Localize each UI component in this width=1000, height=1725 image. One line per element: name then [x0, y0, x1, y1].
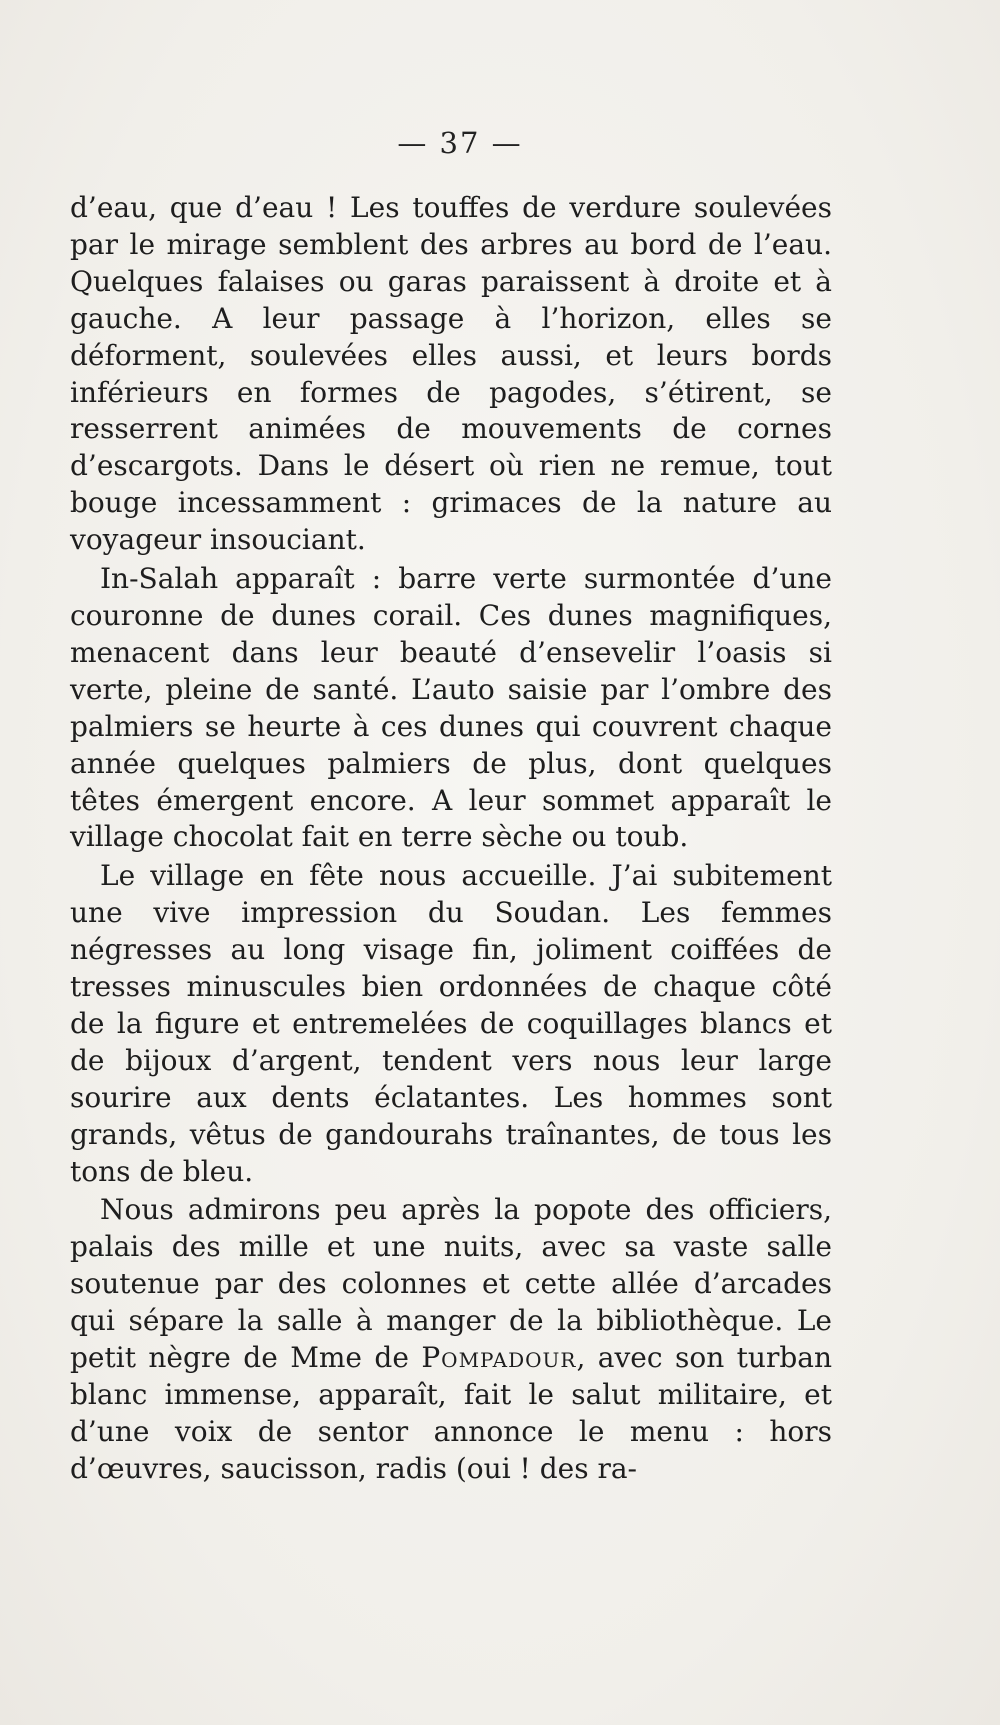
paragraph-4-text-after: , avec son turban blanc immense, apparaît, fait le salut militaire, et d’une voix de sentor annonce le menu : hors d’œuvres, saucisson, radis (oui ! des ra- [70, 1341, 832, 1485]
paragraph-1: d’eau, que d’eau ! Les touffes de verdure soulevées par le mirage semblent des arbres au bord de l’eau. Quelques falaises ou garas paraissent à droite et à gauche. A leur passage à l’horizon, elles se déforment, soulevées elles aussi, et leurs bords inférieurs en formes de pagodes, s’étirent, se resserrent animées de mouvements de cornes d’escargots. Dans le désert où rien ne remue, tout bouge incessamment : grimaces de la nature au voyageur insouciant. [70, 191, 832, 557]
paragraph-4 [70, 1192, 832, 1487]
paragraph-2: In-Salah apparaît : barre verte surmontée d’une couronne de dunes corail. Ces dunes magnifiques, menacent dans leur beauté d’ensevelir l’oasis si verte, pleine de santé. L’auto saisie par l’ombre des palmiers se heurte à ces dunes qui couvrent chaque année quelques palmiers de plus, dont quelques têtes émergent encore. A leur sommet apparaît le village chocolat fait en terre sèche ou toub. [70, 562, 832, 854]
page-number: — 37 — [397, 126, 523, 160]
paragraph-4-text-before: Nous admirons peu après la popote des officiers, palais des mille et une nuits, avec sa vaste salle soutenue par des colonnes et cette allée d’arcades qui sépare la salle à manger de la bibliothèque. Le petit nègre de Mme de [70, 1193, 832, 1375]
paragraph-3: Le village en fête nous accueille. J’ai subitement une vive impression du Soudan. Les femmes négresses au long visage fin, joliment coiffées de tresses minuscules bien ordonnées de chaque côté de la figure et entremelées de coquillages blancs et de bijoux d’argent, tendent vers nous leur large sourire aux dents éclatantes. Les hommes sont grands, vêtus de gandourahs traînantes, de tous les tons de bleu. [70, 859, 832, 1188]
body-text [70, 190, 832, 1488]
name-pompadour: Pompadour [421, 1341, 577, 1375]
